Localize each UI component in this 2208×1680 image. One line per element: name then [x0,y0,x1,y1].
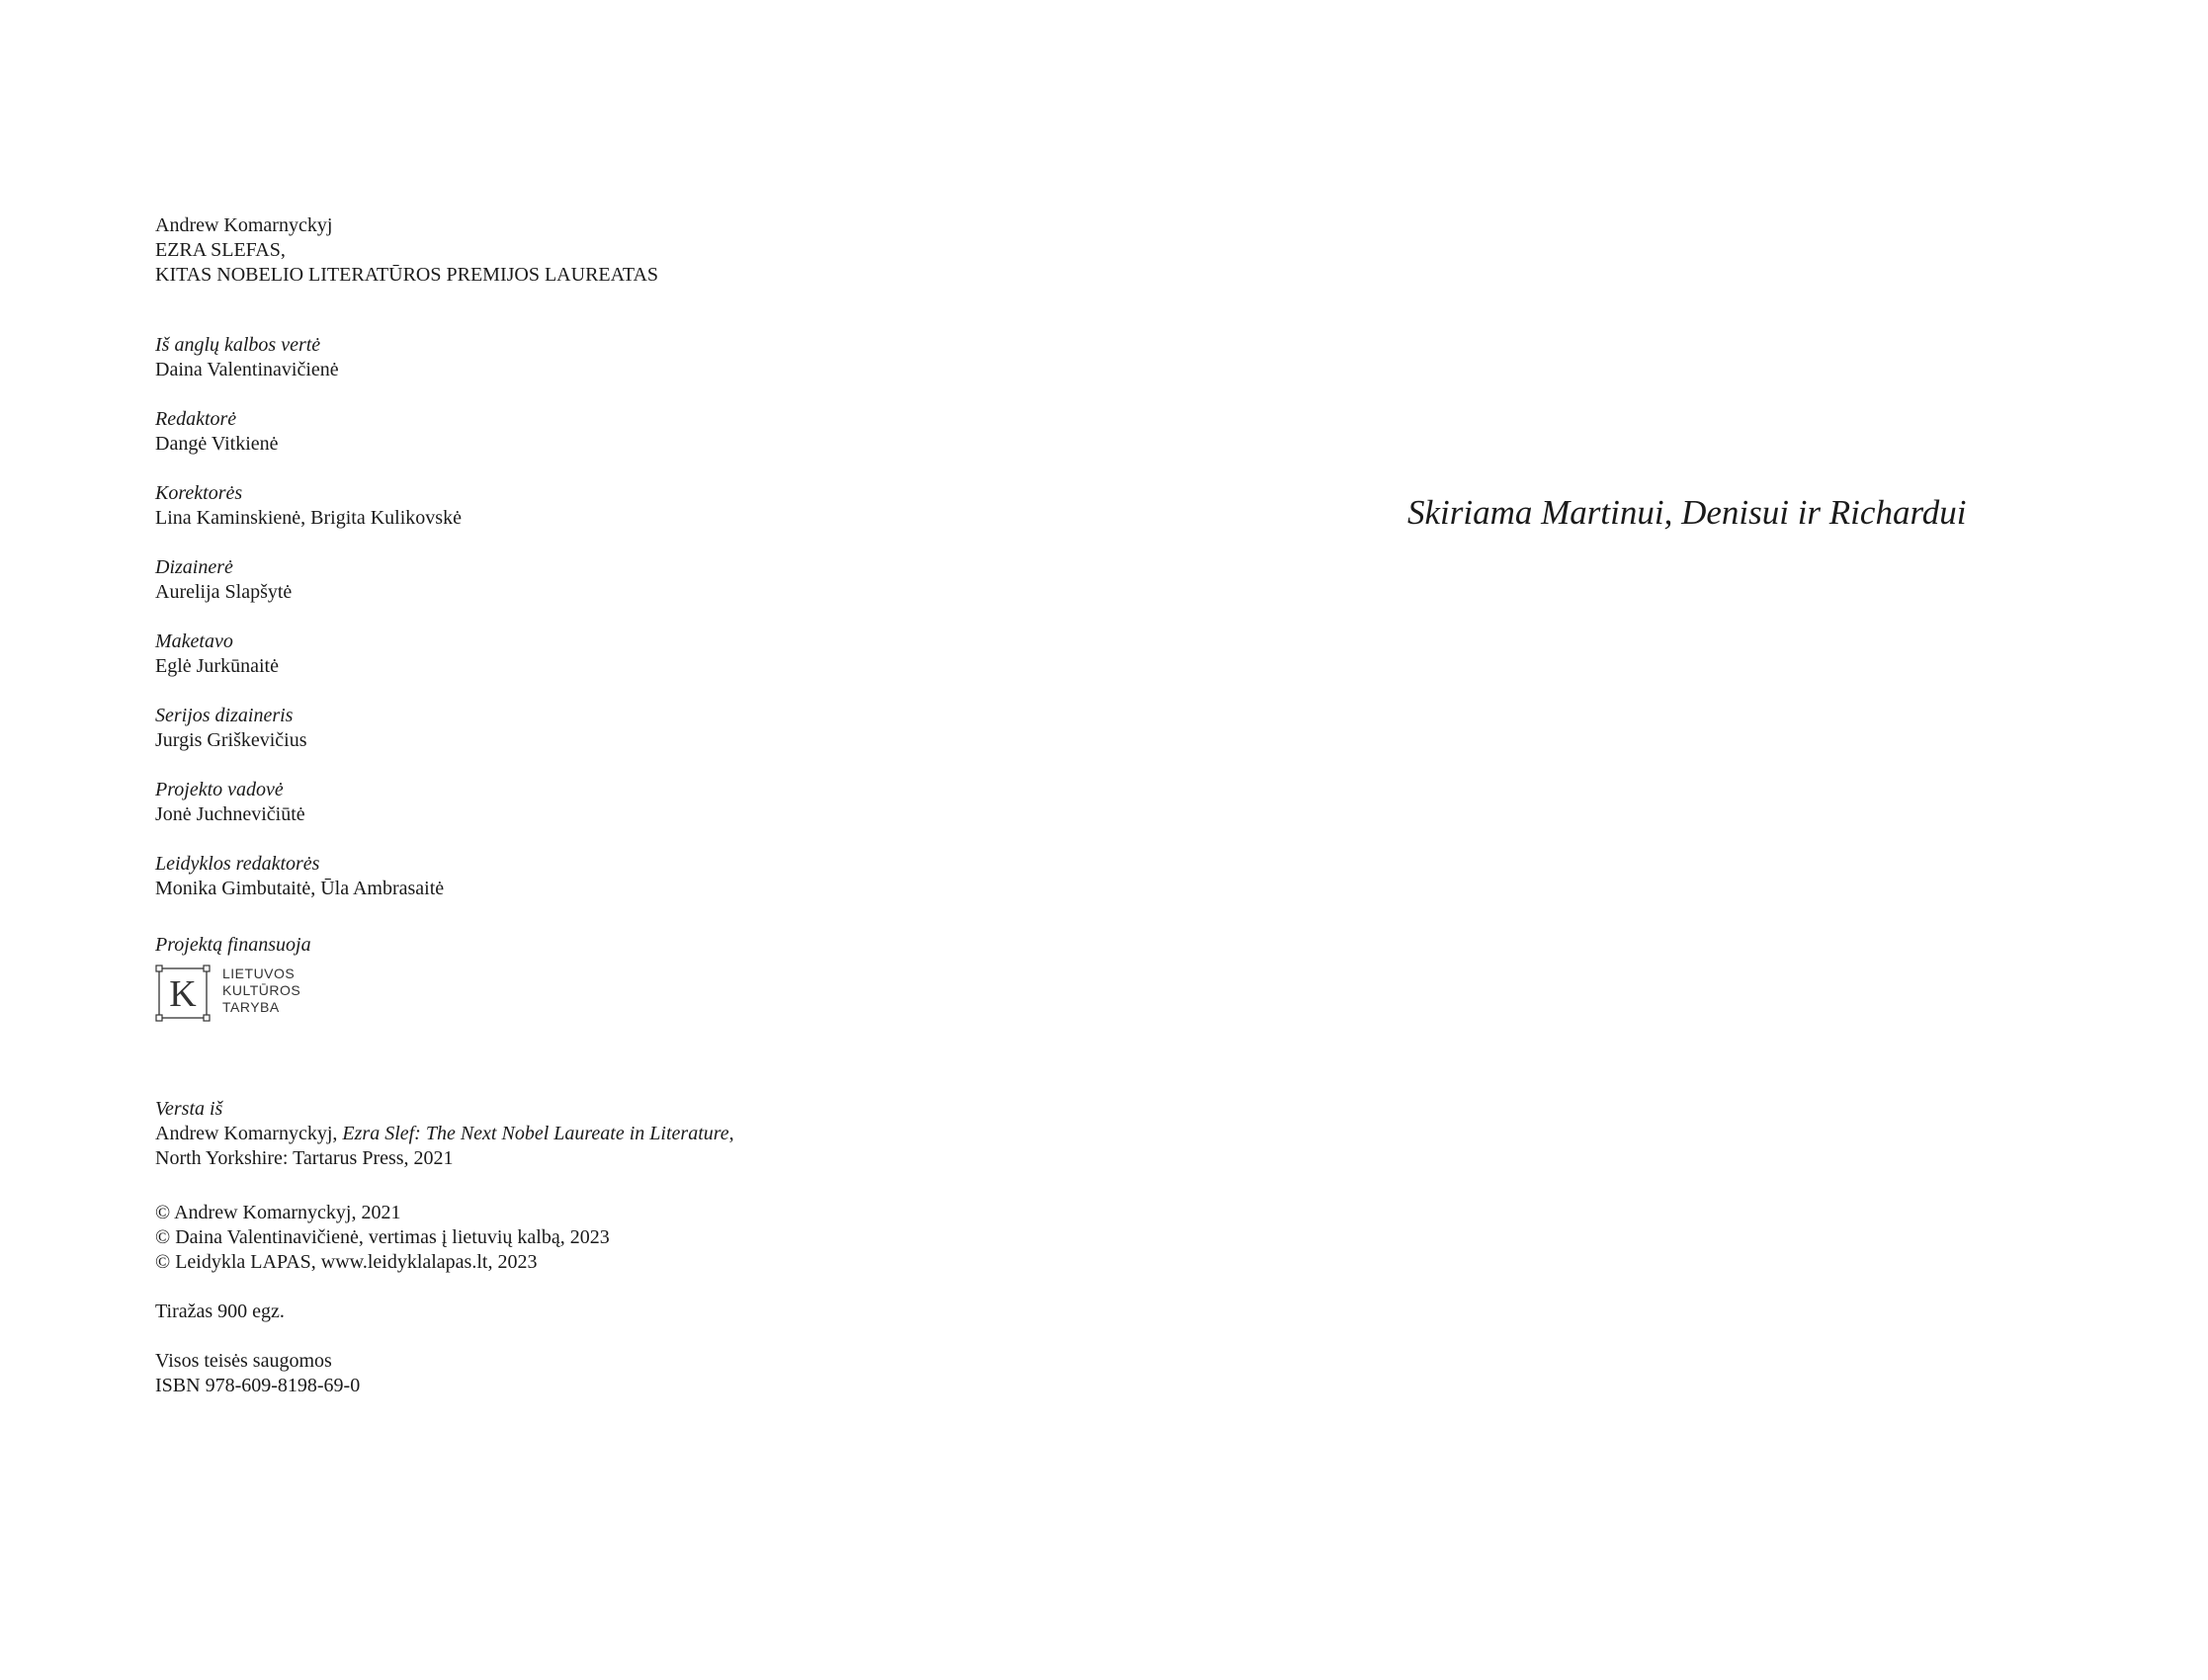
original-source-block [155,1097,1045,1171]
credit-name: Jurgis Griškevičius [155,729,307,751]
dedication-text: Skiriama Martinui, Denisui ir Richardui [1407,493,1967,532]
book-title-line-1: EZRA SLEFAS, [155,239,286,261]
copyright-line: © Andrew Komarnyckyj, 2021 [155,1202,401,1223]
credit-role: Serijos dizaineris [155,705,294,726]
author-name: Andrew Komarnyckyj [155,214,333,236]
credit-series-designer [155,704,1045,753]
source-label: Versta iš [155,1098,223,1120]
credit-name: Jonė Juchnevičiūtė [155,803,305,825]
isbn: ISBN 978-609-8198-69-0 [155,1375,361,1396]
funding-label: Projektą finansuoja [155,934,311,956]
source-author: Andrew Komarnyckyj, [155,1123,343,1144]
credit-editor [155,407,1045,457]
copyright-line: © Leidykla LAPAS, www.leidyklalapas.lt, 2023 [155,1251,538,1273]
culture-council-logo [155,965,1045,1022]
source-title-suffix: , [728,1123,734,1144]
logo-line: LIETUVOS [222,966,296,981]
credit-role: Redaktorė [155,408,237,430]
rights-reserved: Visos teisės saugomos [155,1350,332,1372]
source-publisher: North Yorkshire: Tartarus Press, 2021 [155,1147,454,1169]
print-run: Tiražas 900 egz. [155,1301,285,1322]
copyright-block [155,1201,1045,1275]
credit-role: Maketavo [155,630,233,652]
credit-role: Leidyklos redaktorės [155,853,320,875]
credit-role: Korektorės [155,482,243,504]
credit-role: Iš anglų kalbos vertė [155,334,321,356]
credit-name: Monika Gimbutaitė, Ūla Ambrasaitė [155,878,445,899]
credit-name: Lina Kaminskienė, Brigita Kulikovskė [155,507,462,529]
book-title-line-2: KITAS NOBELIO LITERATŪROS PREMIJOS LAUREATAS [155,264,659,286]
credit-role: Dizainerė [155,556,233,578]
logo-line: TARYBA [222,999,280,1015]
culture-council-logo-icon [155,965,211,1022]
credit-project-manager [155,778,1045,827]
credit-name: Eglė Jurkūnaitė [155,655,279,677]
credit-translator [155,333,1045,382]
dedication-page [1104,0,2208,1680]
logo-letter: K [169,973,197,1015]
credit-publisher-editors [155,852,1045,901]
funding-block [155,933,1045,1022]
credit-name: Aurelija Slapšytė [155,581,293,603]
credit-name: Daina Valentinavičienė [155,359,339,380]
print-run-block [155,1300,1045,1324]
credit-name: Dangė Vitkienė [155,433,279,455]
credit-designer [155,555,1045,605]
imprint-block [155,213,1045,1398]
rights-block [155,1349,1045,1398]
credit-layout [155,630,1045,679]
credit-proofreaders [155,481,1045,531]
source-title-line [155,1122,1045,1146]
source-original-title: Ezra Slef: The Next Nobel Laureate in Literature [342,1123,729,1144]
logo-line: KULTŪROS [222,982,301,998]
title-block [155,213,1045,288]
credit-role: Projekto vadovė [155,779,284,800]
logo-text [222,966,300,1016]
copyright-line: © Daina Valentinavičienė, vertimas į lietuvių kalbą, 2023 [155,1226,610,1248]
